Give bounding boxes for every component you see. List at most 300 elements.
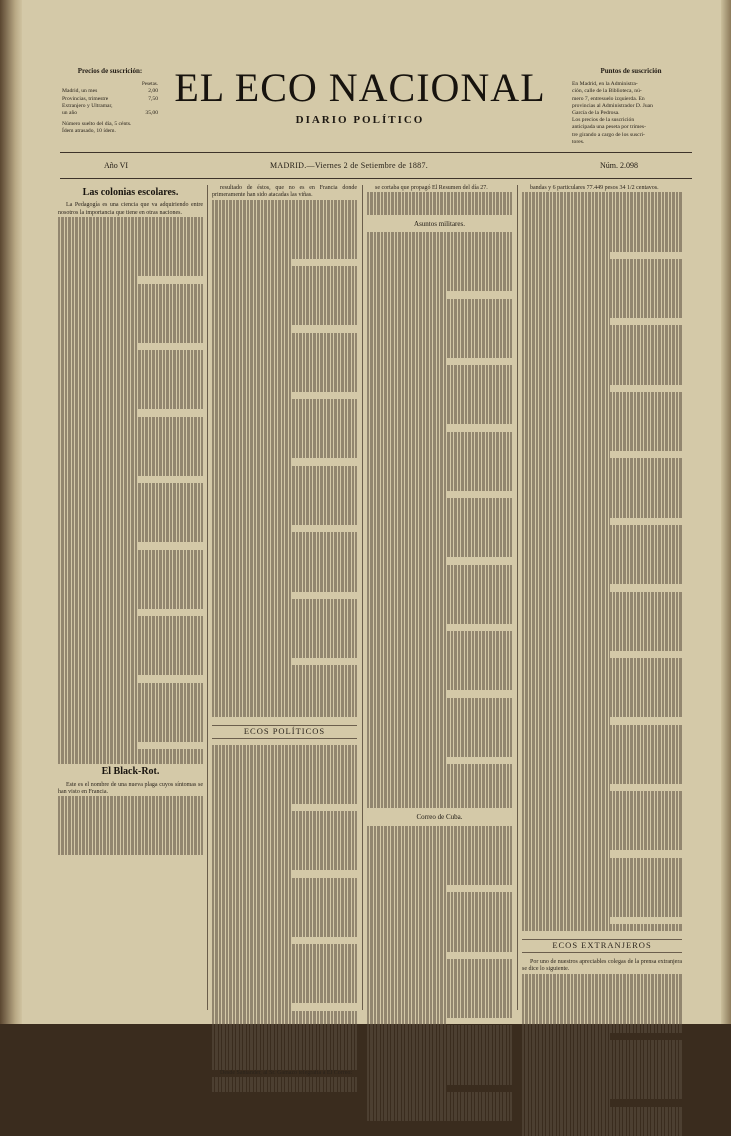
illegible-text-block [212, 1077, 357, 1092]
text-line [522, 1070, 682, 1077]
text-line [58, 557, 203, 564]
text-line [212, 1077, 357, 1084]
text-line [212, 885, 357, 892]
text-line [367, 1011, 512, 1018]
text-line [367, 1003, 512, 1010]
rule-bottom [60, 178, 692, 179]
text-line [212, 673, 357, 680]
issue-year: Año VI [104, 161, 129, 170]
text-line [522, 555, 682, 562]
text-line [367, 1033, 512, 1040]
text-line [522, 813, 682, 820]
text-line [522, 606, 682, 613]
text-line [58, 291, 203, 298]
text-line [212, 392, 292, 399]
text-line [522, 303, 682, 310]
text-line [212, 1011, 357, 1018]
text-column [522, 185, 682, 1010]
text-line [522, 1122, 682, 1129]
text-line [522, 717, 610, 724]
text-column [212, 185, 357, 1076]
text-line [522, 237, 682, 244]
text-line [522, 407, 682, 414]
illegible-text-block [212, 745, 357, 1070]
text-line [212, 855, 357, 862]
text-line [522, 370, 682, 377]
text-line [58, 372, 203, 379]
text-line [212, 710, 357, 717]
text-line [58, 483, 203, 490]
text-line [367, 996, 512, 1003]
text-line [212, 915, 357, 922]
text-line [58, 638, 203, 645]
text-line [367, 350, 512, 357]
text-line [212, 863, 357, 870]
text-line [522, 584, 610, 591]
article-paragraph: bandas y 6 particulares 77.449 pesos 34 1/2 centavos. [530, 185, 659, 191]
column-divider [517, 185, 518, 1010]
text-line [522, 784, 610, 791]
text-line [522, 200, 682, 207]
text-line [212, 429, 357, 436]
text-line [58, 247, 203, 254]
text-line [522, 207, 682, 214]
text-line [522, 1003, 682, 1010]
text-line [212, 340, 357, 347]
text-line [212, 606, 357, 613]
text-line [58, 712, 203, 719]
points-line: En Madrid, en la Administra- [572, 81, 638, 88]
issue-number: Núm. 2.098 [600, 161, 638, 170]
points-line: anticipada una peseta por trimes- [572, 124, 646, 131]
text-line [212, 540, 357, 547]
text-line [212, 414, 357, 421]
text-line [367, 1107, 512, 1114]
text-line [212, 348, 357, 355]
text-line [58, 727, 203, 734]
text-line [367, 276, 512, 283]
text-line [522, 651, 610, 658]
text-line [212, 759, 357, 766]
text-line [212, 584, 357, 591]
text-line [212, 651, 357, 658]
text-line [58, 284, 203, 291]
text-line [522, 880, 682, 887]
illegible-text-block [367, 192, 512, 214]
text-line [367, 579, 512, 586]
text-line [58, 299, 203, 306]
text-line [212, 244, 357, 251]
text-line [367, 848, 512, 855]
text-line [367, 937, 512, 944]
text-line [522, 865, 682, 872]
masthead-title: EL ECO NACIONAL [174, 65, 546, 110]
text-line [522, 318, 610, 325]
text-line [522, 547, 682, 554]
text-line [58, 631, 203, 638]
text-line [367, 749, 512, 756]
text-line [212, 614, 357, 621]
text-line [522, 739, 682, 746]
text-line [212, 818, 357, 825]
text-line [522, 1025, 682, 1032]
text-line [58, 550, 203, 557]
text-line [367, 929, 512, 936]
text-line [367, 801, 512, 808]
text-line [367, 1114, 512, 1121]
text-line [212, 826, 357, 833]
points-line: tre girando a cargo de los suscri- [572, 131, 645, 138]
text-line [212, 503, 357, 510]
text-line [367, 1048, 512, 1055]
text-line [522, 392, 682, 399]
text-line [522, 1099, 610, 1106]
text-line [58, 239, 203, 246]
text-line [58, 624, 203, 631]
text-line [522, 592, 682, 599]
text-line [367, 922, 512, 929]
text-line [522, 473, 682, 480]
text-line [367, 892, 512, 899]
text-line [212, 702, 357, 709]
text-line [522, 1055, 682, 1062]
price-value: 35,00 [145, 110, 158, 117]
text-line [212, 289, 357, 296]
text-line [58, 505, 203, 512]
text-line [522, 806, 682, 813]
text-line [367, 380, 512, 387]
text-line [367, 200, 512, 207]
text-line [212, 532, 357, 539]
text-line [58, 698, 203, 705]
text-line [367, 841, 512, 848]
text-line [367, 239, 512, 246]
illegible-text-block [367, 232, 512, 808]
text-line [212, 621, 357, 628]
text-line [367, 653, 512, 660]
text-line [212, 325, 292, 332]
text-line [367, 424, 447, 431]
text-line [212, 451, 357, 458]
text-line [367, 269, 512, 276]
text-line [212, 488, 357, 495]
text-line [367, 439, 512, 446]
issue-bar [60, 155, 690, 177]
text-line [58, 720, 203, 727]
text-line [367, 550, 512, 557]
text-line [212, 811, 357, 818]
text-line [522, 599, 682, 606]
text-line [58, 675, 138, 682]
text-line [522, 769, 682, 776]
text-line [212, 1033, 357, 1040]
text-line [367, 705, 512, 712]
text-line [522, 377, 682, 384]
text-line [367, 772, 512, 779]
text-line [522, 466, 682, 473]
text-line [367, 974, 512, 981]
text-line [212, 929, 357, 936]
text-line [58, 262, 203, 269]
text-line [367, 565, 512, 572]
text-line [212, 385, 357, 392]
text-line [212, 767, 357, 774]
text-line [367, 668, 512, 675]
text-line [212, 1055, 357, 1062]
text-line [58, 432, 203, 439]
text-line [522, 673, 682, 680]
text-line [522, 325, 682, 332]
text-line [58, 542, 138, 549]
text-line [367, 609, 512, 616]
text-line [367, 631, 512, 638]
price-label: un año [62, 110, 78, 117]
illegible-text-block [367, 826, 512, 1122]
text-line [522, 510, 682, 517]
text-line [522, 577, 682, 584]
text-line [58, 804, 203, 811]
text-line [522, 850, 610, 857]
illegible-text-block [522, 974, 682, 1136]
points-line: provincias al Administrador D. Juan [572, 102, 653, 109]
article-paragraph: Desde Santander, al Sr. Gamazo telegrafía á El Correo: [220, 1069, 353, 1076]
text-line [522, 311, 682, 318]
text-line [58, 683, 203, 690]
article-paragraph: Por uno de nuestros apreciables colegas de la prensa extranjera se dice lo siguiente. [522, 958, 682, 973]
text-line [58, 572, 203, 579]
text-line [367, 675, 512, 682]
text-line [367, 646, 512, 653]
masthead-subtitle: DIARIO POLÍTICO [295, 114, 425, 126]
text-line [367, 291, 447, 298]
text-line [367, 335, 512, 342]
text-line [522, 525, 682, 532]
text-line [522, 680, 682, 687]
text-line [367, 833, 512, 840]
text-line [212, 841, 357, 848]
text-line [212, 878, 357, 885]
text-line [212, 643, 357, 650]
text-line [212, 510, 357, 517]
text-line [212, 944, 357, 951]
text-line [367, 1055, 512, 1062]
text-line [367, 358, 447, 365]
text-line [367, 1085, 447, 1092]
text-line [58, 313, 203, 320]
text-line [522, 858, 682, 865]
text-line [367, 1099, 512, 1106]
text-line [367, 572, 512, 579]
text-line [367, 513, 512, 520]
price-row [62, 96, 158, 103]
text-line [212, 1025, 357, 1032]
text-line [58, 232, 203, 239]
price-row [62, 88, 158, 95]
text-line [367, 446, 512, 453]
text-line [367, 461, 512, 468]
text-line [522, 1040, 682, 1047]
text-line [212, 518, 357, 525]
text-line [212, 996, 357, 1003]
text-line [58, 387, 203, 394]
text-line [522, 1129, 682, 1136]
text-line [58, 811, 203, 818]
text-line [367, 907, 512, 914]
text-line [212, 900, 357, 907]
article-title: Las colonias escolares. [82, 187, 179, 198]
text-line [522, 503, 682, 510]
text-line [522, 540, 682, 547]
text-line [367, 794, 512, 801]
text-line [522, 821, 682, 828]
text-line [58, 757, 203, 764]
text-line [522, 569, 682, 576]
points-line: tores. [572, 138, 585, 145]
text-line [212, 959, 357, 966]
text-line [212, 436, 357, 443]
text-line [58, 254, 203, 261]
text-column [58, 185, 203, 1010]
text-line [212, 1003, 292, 1010]
text-line [522, 495, 682, 502]
text-line [212, 547, 357, 554]
text-line [58, 513, 203, 520]
text-line [522, 1107, 682, 1114]
text-line [522, 761, 682, 768]
text-line [522, 1033, 610, 1040]
text-line [58, 749, 203, 756]
text-line [367, 505, 512, 512]
text-line [367, 944, 512, 951]
text-line [367, 247, 512, 254]
text-line [522, 266, 682, 273]
text-line [58, 609, 138, 616]
text-line [212, 355, 357, 362]
text-line [212, 1085, 357, 1092]
text-line [58, 565, 203, 572]
text-line [522, 643, 682, 650]
prices-heading: Precios de suscrición: [77, 67, 143, 75]
text-line [522, 222, 682, 229]
text-line [212, 222, 357, 229]
text-line [522, 1077, 682, 1084]
text-line [367, 602, 512, 609]
price-row [62, 103, 158, 110]
illegible-text-block [522, 192, 682, 931]
text-line [522, 481, 682, 488]
text-line [212, 200, 357, 207]
text-line [58, 358, 203, 365]
text-line [367, 698, 512, 705]
text-line [522, 872, 682, 879]
text-line [522, 1011, 682, 1018]
text-line [212, 966, 357, 973]
text-line [367, 535, 512, 542]
text-line [367, 966, 512, 973]
illegible-text-block [212, 200, 357, 717]
text-line [367, 498, 512, 505]
section-heading: ECOS EXTRANJEROS [522, 939, 682, 952]
text-line [58, 579, 203, 586]
text-line [212, 752, 357, 759]
text-line [522, 562, 682, 569]
text-line [212, 525, 292, 532]
text-line [367, 328, 512, 335]
text-line [367, 826, 512, 833]
text-line [367, 299, 512, 306]
text-line [212, 1040, 357, 1047]
subscription-points-box [572, 68, 690, 146]
text-line [522, 725, 682, 732]
text-line [212, 1018, 357, 1025]
text-line [212, 680, 357, 687]
text-line [522, 1114, 682, 1121]
text-line [522, 909, 682, 916]
text-line [522, 414, 682, 421]
text-line [212, 665, 357, 672]
points-lines [572, 81, 690, 146]
rule-top [60, 152, 692, 153]
text-line [58, 380, 203, 387]
text-line [212, 444, 357, 451]
text-line [212, 569, 357, 576]
subscription-prices-box [62, 68, 158, 136]
price-label: Madrid, un mes [62, 88, 98, 95]
text-line [212, 281, 357, 288]
text-line [212, 870, 292, 877]
text-line [522, 274, 682, 281]
text-line [522, 340, 682, 347]
price-label: Extranjero y Ultramar, [62, 102, 113, 109]
price-value: 7,50 [148, 95, 158, 102]
text-line [522, 988, 682, 995]
price-value: 2,00 [148, 88, 158, 95]
text-line [212, 318, 357, 325]
article-subheading: Asuntos militares. [414, 219, 465, 228]
text-line [522, 488, 682, 495]
text-line [522, 974, 682, 981]
text-line [367, 528, 512, 535]
text-line [522, 695, 682, 702]
text-line [522, 192, 682, 199]
text-line [212, 796, 357, 803]
text-line [367, 735, 512, 742]
text-line [522, 996, 682, 1003]
text-line [212, 952, 357, 959]
text-line [212, 892, 357, 899]
text-line [367, 952, 447, 959]
text-line [212, 562, 357, 569]
text-line [212, 937, 292, 944]
text-line [212, 848, 357, 855]
book-spine [0, 0, 22, 1024]
text-line [58, 646, 203, 653]
text-line [522, 355, 682, 362]
text-line [522, 1018, 682, 1025]
text-line [367, 1018, 447, 1025]
text-line [522, 665, 682, 672]
text-line [58, 602, 203, 609]
text-line [522, 1092, 682, 1099]
text-line [522, 658, 682, 665]
points-line: ción, calle de la Biblioteca, nú- [572, 88, 642, 95]
text-line [58, 742, 138, 749]
price-row [62, 110, 158, 117]
price-note: Ídem atrasado, 10 ídem. [62, 128, 116, 135]
text-line [58, 269, 203, 276]
text-line [367, 959, 512, 966]
text-line [522, 895, 682, 902]
